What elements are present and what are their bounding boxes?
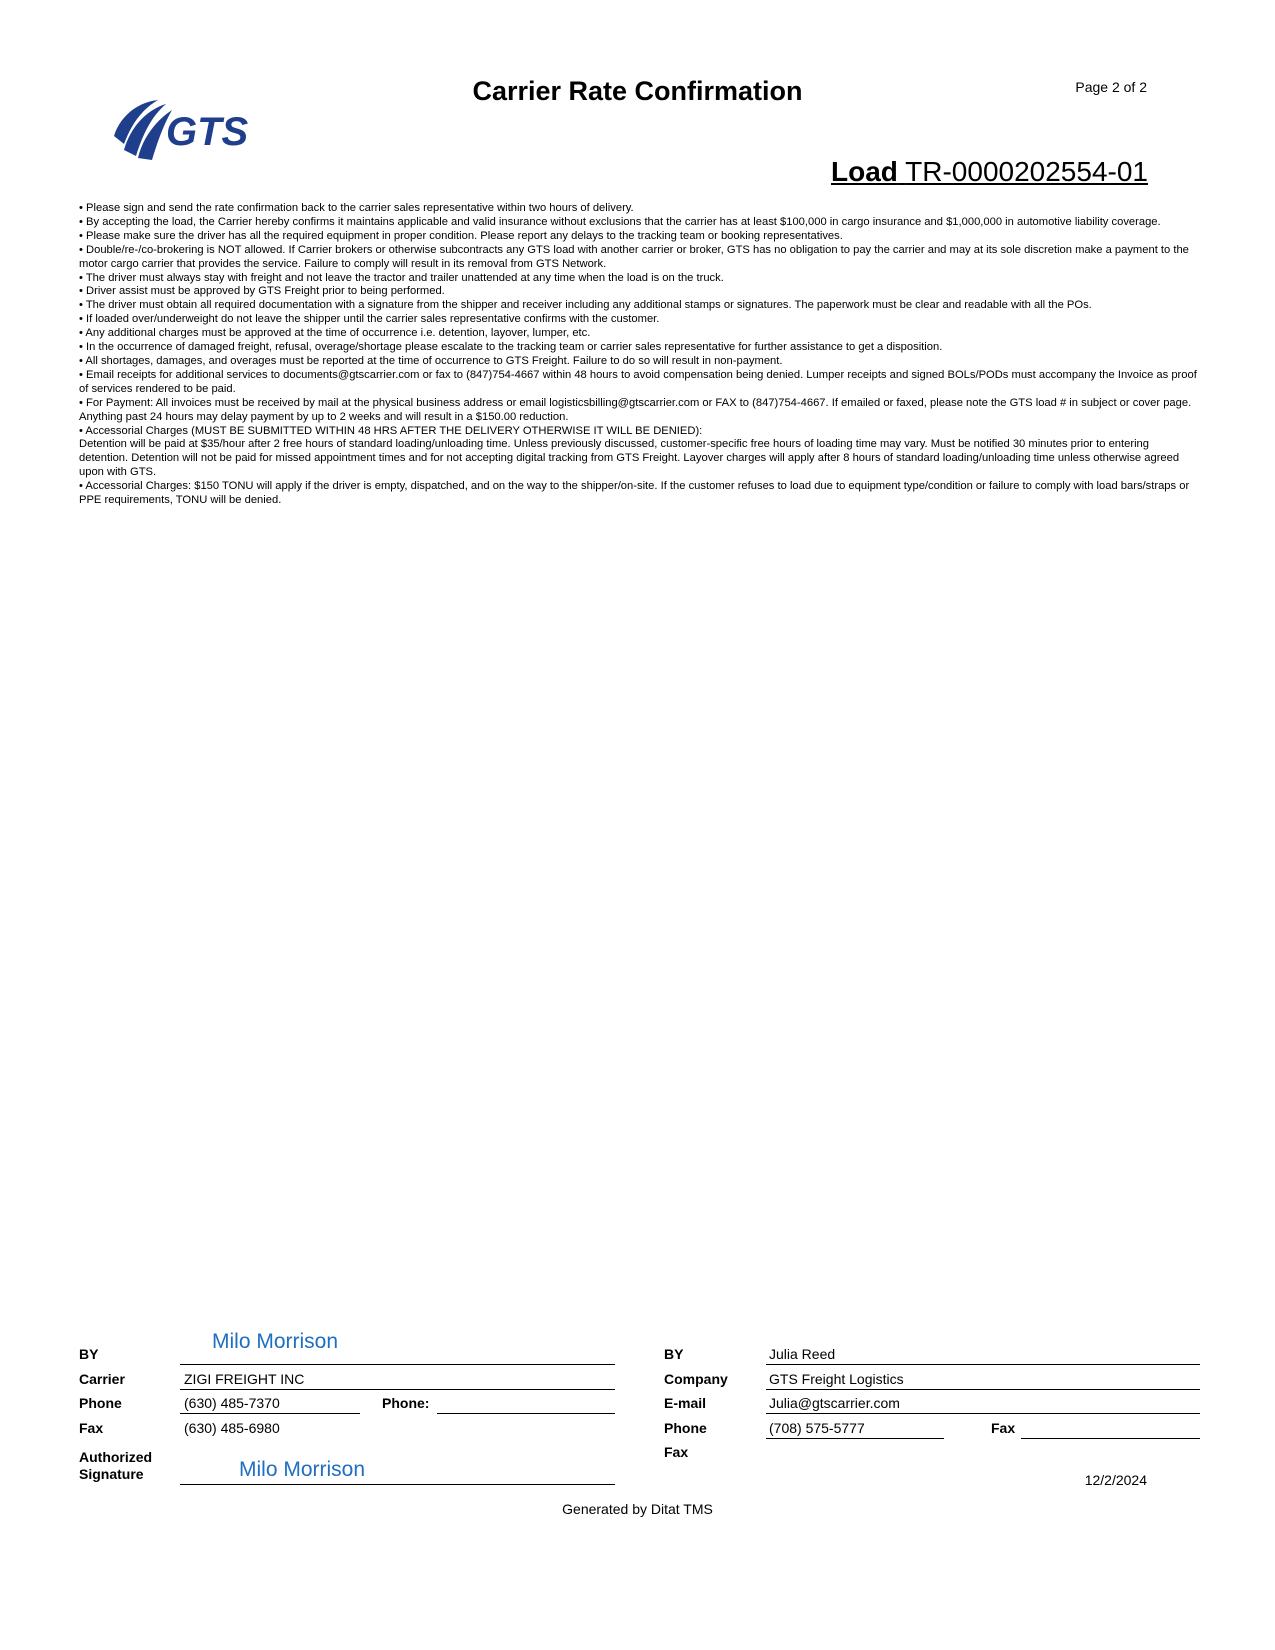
broker-fax2-label: Fax	[664, 1444, 689, 1460]
page-number: Page 2 of 2	[1075, 79, 1147, 95]
term-item: • Please sign and send the rate confirmation back to the carrier sales representative within two hours of delivery.	[79, 202, 634, 214]
term-item: • Driver assist must be approved by GTS Freight prior to being performed.	[79, 285, 445, 298]
load-label: Load	[830, 156, 898, 187]
load-number: TR-0000202554-01	[905, 156, 1148, 187]
term-item: • Accessorial Charges: $150 TONU will apply if the driver is empty, dispatched, and on the way to the shipper/on-site. If the customer refuses to load due to equipment type/condition or failure to comply with load bars/straps or PPE requirements, TONU will be denied.	[79, 480, 1190, 507]
term-item: • In the occurrence of damaged freight, refusal, overage/shortage please escalate to the tracking team or carrier sales representative for further assistance to get a disposition.	[79, 341, 943, 354]
term-item: • Any additional charges must be approved at the time of occurrence i.e. detention, layover, lumper, etc.	[79, 327, 591, 340]
broker-fax-line	[1021, 1438, 1200, 1439]
document-title: Carrier Rate Confirmation	[472, 76, 803, 106]
carrier-value: ZIGI FREIGHT INC	[184, 1371, 305, 1387]
carrier-by-line	[180, 1364, 615, 1365]
carrier-phone-line	[180, 1413, 360, 1414]
email-label: E-mail	[664, 1395, 707, 1411]
company-line	[766, 1389, 1200, 1390]
carrier-label: Carrier	[79, 1371, 125, 1387]
carrier-line	[180, 1389, 615, 1390]
term-item: • The driver must always stay with freight and not leave the tractor and trailer unattended at any time when the load is on the truck.	[79, 271, 724, 284]
email-value: Julia@gtscarrier.com	[769, 1395, 900, 1411]
authorized-signature: Milo Morrison	[239, 1458, 366, 1481]
gts-logo	[110, 98, 270, 169]
terms-list	[79, 202, 1199, 508]
footer-generated-by: Generated by Ditat TMS	[562, 1501, 713, 1517]
broker-by-value: Julia Reed	[769, 1346, 836, 1362]
load-number-heading	[831, 156, 1148, 188]
broker-by-label: BY	[664, 1346, 684, 1362]
broker-phone-line	[766, 1438, 944, 1439]
term-item: Detention will be paid at $35/hour after 2 free hours of standard loading/unloading time. Unless previously discussed, customer-specific free hours of loading time may vary. Must be notified 30 minutes prior to entering detention. Detention will not be paid for missed appointment times and for not accepting digital tracking from GTS Freight. Layover charges will apply after 8 hours of standard loading/unloading time unless otherwise agreed upon with GTS.	[79, 438, 1180, 479]
term-item: • If loaded over/underweight do not leave the shipper until the carrier sales representative confirms with the customer.	[79, 313, 660, 326]
term-item: • For Payment: All invoices must be received by mail at the physical business address or email logisticsbilling@gtscarrier.com or FAX to (847)754-4667. If emailed or faxed, please note the GTS load # in subject or cover page. Anything past 24 hours may delay payment by up to 2 weeks and will result in a $150.00 reduction.	[79, 396, 1192, 423]
carrier-fax-value: (630) 485-6980	[184, 1420, 280, 1436]
carrier-phone2-line	[437, 1413, 615, 1414]
carrier-by-label: BY	[79, 1346, 99, 1362]
company-value: GTS Freight Logistics	[769, 1371, 904, 1387]
term-item: • Accessorial Charges (MUST BE SUBMITTED WITHIN 48 HRS AFTER THE DELIVERY OTHERWISE IT WILL BE DENIED):	[79, 424, 703, 437]
carrier-phone-label: Phone	[79, 1395, 122, 1411]
term-item: • Double/re-/co-brokering is NOT allowed. If Carrier brokers or otherwise subcontracts any GTS load with another carrier or broker, GTS has no obligation to pay the carrier and may at its sole discretion make a payment to the motor cargo carrier that provides the service. Failure to comply will result in its removal from GTS Network.	[79, 243, 1189, 270]
broker-fax-label: Fax	[991, 1420, 1016, 1436]
broker-phone-value: (708) 575-5777	[769, 1420, 865, 1436]
carrier-phone-value: (630) 485-7370	[184, 1395, 280, 1411]
term-item: • The driver must obtain all required documentation with a signature from the shipper and receiver including any additional stamps or signatures. The paperwork must be clear and readable with all the POs.	[79, 299, 1092, 312]
term-item: • By accepting the load, the Carrier hereby confirms it maintains applicable and valid insurance without exclusions that the carrier has at least $100,000 in cargo insurance and $1,000,000 in automotive liability coverage.	[79, 215, 1161, 228]
term-item: • Email receipts for additional services to documents@gtscarrier.com or fax to (847)754-4667 within 48 hours to avoid compensation being denied. Lumper receipts and signed BOLs/PODs must accompany the Invoice as proof of services rendered to be paid.	[79, 368, 1197, 395]
authorized-label: Authorized	[79, 1449, 153, 1465]
carrier-by-signature: Milo Morrison	[212, 1330, 339, 1353]
email-line	[766, 1413, 1200, 1414]
term-item: • All shortages, damages, and overages must be reported at the time of occurrence to GTS Freight. Failure to do so will result in non-payment.	[79, 354, 783, 367]
company-label: Company	[664, 1371, 728, 1387]
broker-by-line	[766, 1364, 1200, 1365]
signature-label: Signature	[79, 1466, 144, 1482]
broker-phone-label: Phone	[664, 1420, 707, 1436]
carrier-fax-label: Fax	[79, 1420, 104, 1436]
term-item: • Please make sure the driver has all the required equipment in proper condition. Please report any delays to the tracking team or booking representatives.	[79, 229, 843, 242]
logo-text: GTS	[166, 110, 249, 154]
carrier-phone2-label: Phone:	[382, 1395, 430, 1411]
authorized-signature-line	[180, 1484, 615, 1485]
document-date: 12/2/2024	[1084, 1472, 1147, 1488]
